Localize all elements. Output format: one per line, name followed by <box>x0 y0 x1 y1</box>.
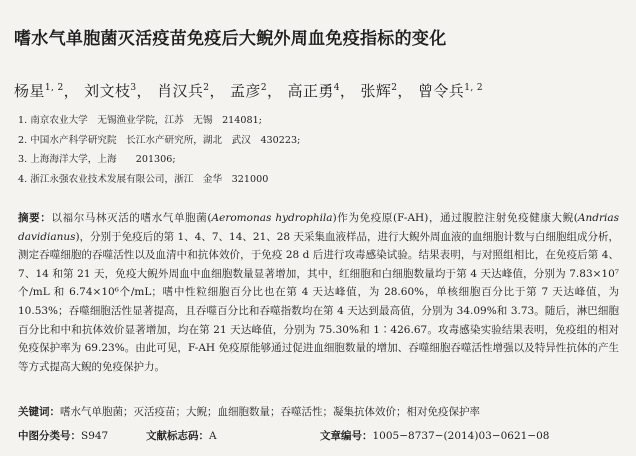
affiliation-list <box>18 111 618 189</box>
author: 孟彦$^2$， <box>230 82 283 100</box>
abstract <box>18 209 619 376</box>
keywords-text: 嗜水气单胞菌；灭活疫苗；大鲵；血细胞数量；吞噬活性；凝集抗体效价；相对免疫保护率 <box>60 406 480 418</box>
species-name: Andrias davidianus <box>18 212 619 243</box>
document-code: 文献标志码：A <box>146 430 217 442</box>
affiliation-item: 1. 南京农业大学 无锡渔业学院，江苏 无锡 214081; <box>18 115 262 126</box>
author: 杨星$^{1, 2}$， <box>14 82 79 100</box>
affiliation-item: 3. 上海海洋大学，上海 201306; <box>18 154 176 165</box>
abstract-text: )，分别于免疫后的第 1、4、7、14、21、28 天采集血液样品，进行大鲵外周血液的血细胞计数与白细胞组成分析，测定吞噬细胞的吞噬活性以及血清中和抗体效价，于免疫 28 d 后进行攻毒感染试验。结果表明，与对照组相比，在免疫后第 4、7、14 和第 21 天，免疫大鲵外周血中血细胞数量显著增加，其中，红细胞和白细胞数量均于第 4 天达峰值，分别为 7.83×10⁷个/mL 和 6.74×10⁶个/mL；嗜中性粒细胞百分比也在第 4 天达峰值，为 28.60%，单核细胞百分比于第 7 天达峰值，为 10.53%；吞噬细胞活性显著提高，且吞噬百分比和吞噬指数均在第 4 天达到最高值，分别为 34.09%和 3.73。随后，淋巴细胞百分比和中和抗体效价显著增加，均在第 21 天达峰值，分别为 75.30%和 1∶426.67。攻毒感染实验结果表明，免疫组的相对免疫保护率为 69.23%。由此可见，F-AH 免疫原能够通过促进血细胞数量的增加、吞噬细胞吞噬活性增强以及特异性抗体的产生等方式提高大鲵的免疫保护力。 <box>18 230 619 373</box>
species-name: Aeromonas hydrophila <box>211 212 333 224</box>
abstract-label: 摘要： <box>18 212 52 224</box>
author: 曾令兵$^{1, 2}$ <box>418 82 483 100</box>
author: 刘文枝$^3$， <box>84 82 152 100</box>
affiliation-item: 2. 中国水产科学研究院 长江水产研究所，湖北 武汉 430223; <box>18 134 301 146</box>
author: 肖汉兵$^2$， <box>157 82 225 100</box>
affiliation-item: 4. 浙江永强农业技术发展有限公司，浙江 金华 321000 <box>18 173 269 185</box>
abstract-text: )作为免疫原(F-AH)，通过腹腔注射免疫健康大鲵( <box>332 212 578 224</box>
author: 高正勇$^4$， <box>287 82 356 100</box>
paper-title: 嗜水气单胞菌灭活疫苗免疫后大鲵外周血免疫指标的变化 <box>14 29 447 49</box>
abstract-text: 以福尔马林灭活的嗜水气单胞菌( <box>51 212 212 224</box>
author-list <box>14 80 483 101</box>
author: 张辉$^2$， <box>360 82 413 100</box>
keywords <box>18 404 618 419</box>
article-number: 文章编号：1005−8737−(2014)03−0621−08 <box>320 430 550 442</box>
clc-number: 中图分类号：S947 <box>18 430 109 442</box>
keywords-label: 关键词： <box>18 406 60 418</box>
